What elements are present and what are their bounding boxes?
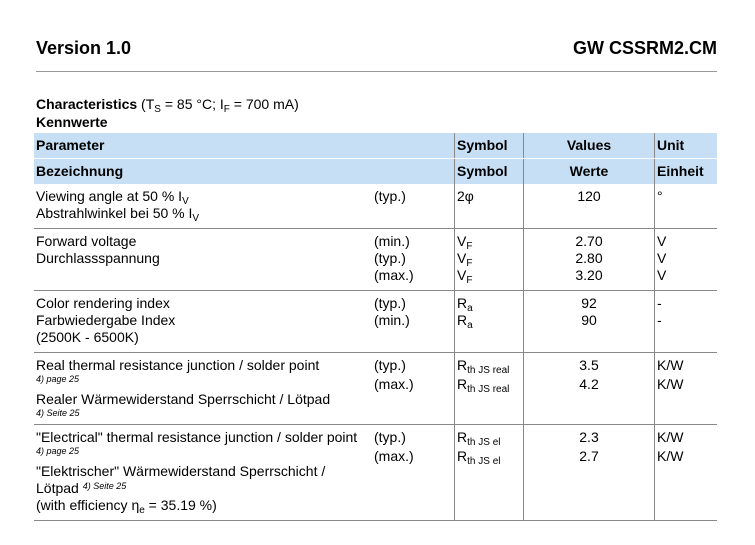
symbol-cell: $R_{th JS real}$ $R_{th JS real}$ [455, 353, 524, 425]
symbol-cell: $V_F$ $V_F$ $V_F$ [455, 229, 524, 291]
value-cell: 3.5 4.2 [524, 353, 655, 425]
condition-cell: (min.) (typ.) (max.) [372, 229, 455, 291]
symbol-cell: 2φ [455, 184, 524, 229]
section-subtitle: Kennwerte [36, 114, 108, 130]
parameter-cell: Real thermal resistance junction / solder point 4) page 25 Realer Wärmewiderstand Sperrschicht / Lötpad 4) Seite 25 [34, 353, 372, 425]
value-cell: 92 90 [524, 291, 655, 353]
table-header-row-de [34, 159, 717, 185]
header-divider [36, 71, 717, 72]
value-cell: 120 [524, 184, 655, 229]
section-title-label: Characteristics [36, 96, 138, 112]
table-row [34, 291, 717, 353]
characteristics-table [34, 133, 717, 521]
footnote-ref: 4) Seite 25 [82, 481, 127, 491]
unit-cell: - - [655, 291, 718, 353]
header-parameter: Parameter [34, 133, 455, 159]
header-bezeichnung: Bezeichnung [34, 159, 455, 185]
table-row [34, 425, 717, 521]
header-values: Values [524, 133, 655, 159]
symbol-cell: $R_{th JS el}$ $R_{th JS el}$ [455, 425, 524, 521]
condition-cell: (typ.) (min.) [372, 291, 455, 353]
parameter-cell: Color rendering index Farbwiedergabe Index (2500K - 6500K) [34, 291, 372, 353]
parameter-cell: "Electrical" thermal resistance junction / solder point 4) page 25 "Elektrischer" Wärmewiderstand Sperrschicht / Lötpad $^{4) Seite 25}$ (with efficiency $\eta_e = 35.19$ %) [34, 425, 372, 521]
unit-cell: K/W K/W [655, 353, 718, 425]
parameter-cell: Forward voltage Durchlassspannung [34, 229, 372, 291]
condition-cell: (typ.) [372, 184, 455, 229]
header-unit: Unit [655, 133, 718, 159]
table-header-row-en [34, 133, 717, 159]
section-title: Characteristics ($T_S = 85$ °C; $I_F = 700$ mA) [36, 96, 299, 115]
value-cell: 2.3 2.7 [524, 425, 655, 521]
footnote-ref: 4) page 25 [36, 446, 80, 456]
product-code: GW CSSRM2.CM [573, 38, 717, 58]
unit-cell: V V V [655, 229, 718, 291]
header-werte: Werte [524, 159, 655, 185]
condition-cell: (typ.) (max.) [372, 353, 455, 425]
header-einheit: Einheit [655, 159, 718, 185]
header-symbol: Symbol [455, 133, 524, 159]
footnote-ref: 4) Seite 25 [36, 408, 80, 418]
parameter-cell: Viewing angle at 50 % $I_V$ Abstrahlwinkel bei 50 % $I_V$ [34, 184, 372, 229]
unit-cell: K/W K/W [655, 425, 718, 521]
value-cell: 2.70 2.80 3.20 [524, 229, 655, 291]
table-row [34, 353, 717, 425]
unit-cell: ° [655, 184, 718, 229]
footnote-ref: 4) page 25 [36, 374, 80, 384]
table-row [34, 184, 717, 229]
table-row [34, 229, 717, 291]
symbol-cell: $R_a$ $R_a$ [455, 291, 524, 353]
condition-cell: (typ.) (max.) [372, 425, 455, 521]
version-label: Version 1.0 [36, 38, 132, 58]
header-symbol-de: Symbol [455, 159, 524, 185]
